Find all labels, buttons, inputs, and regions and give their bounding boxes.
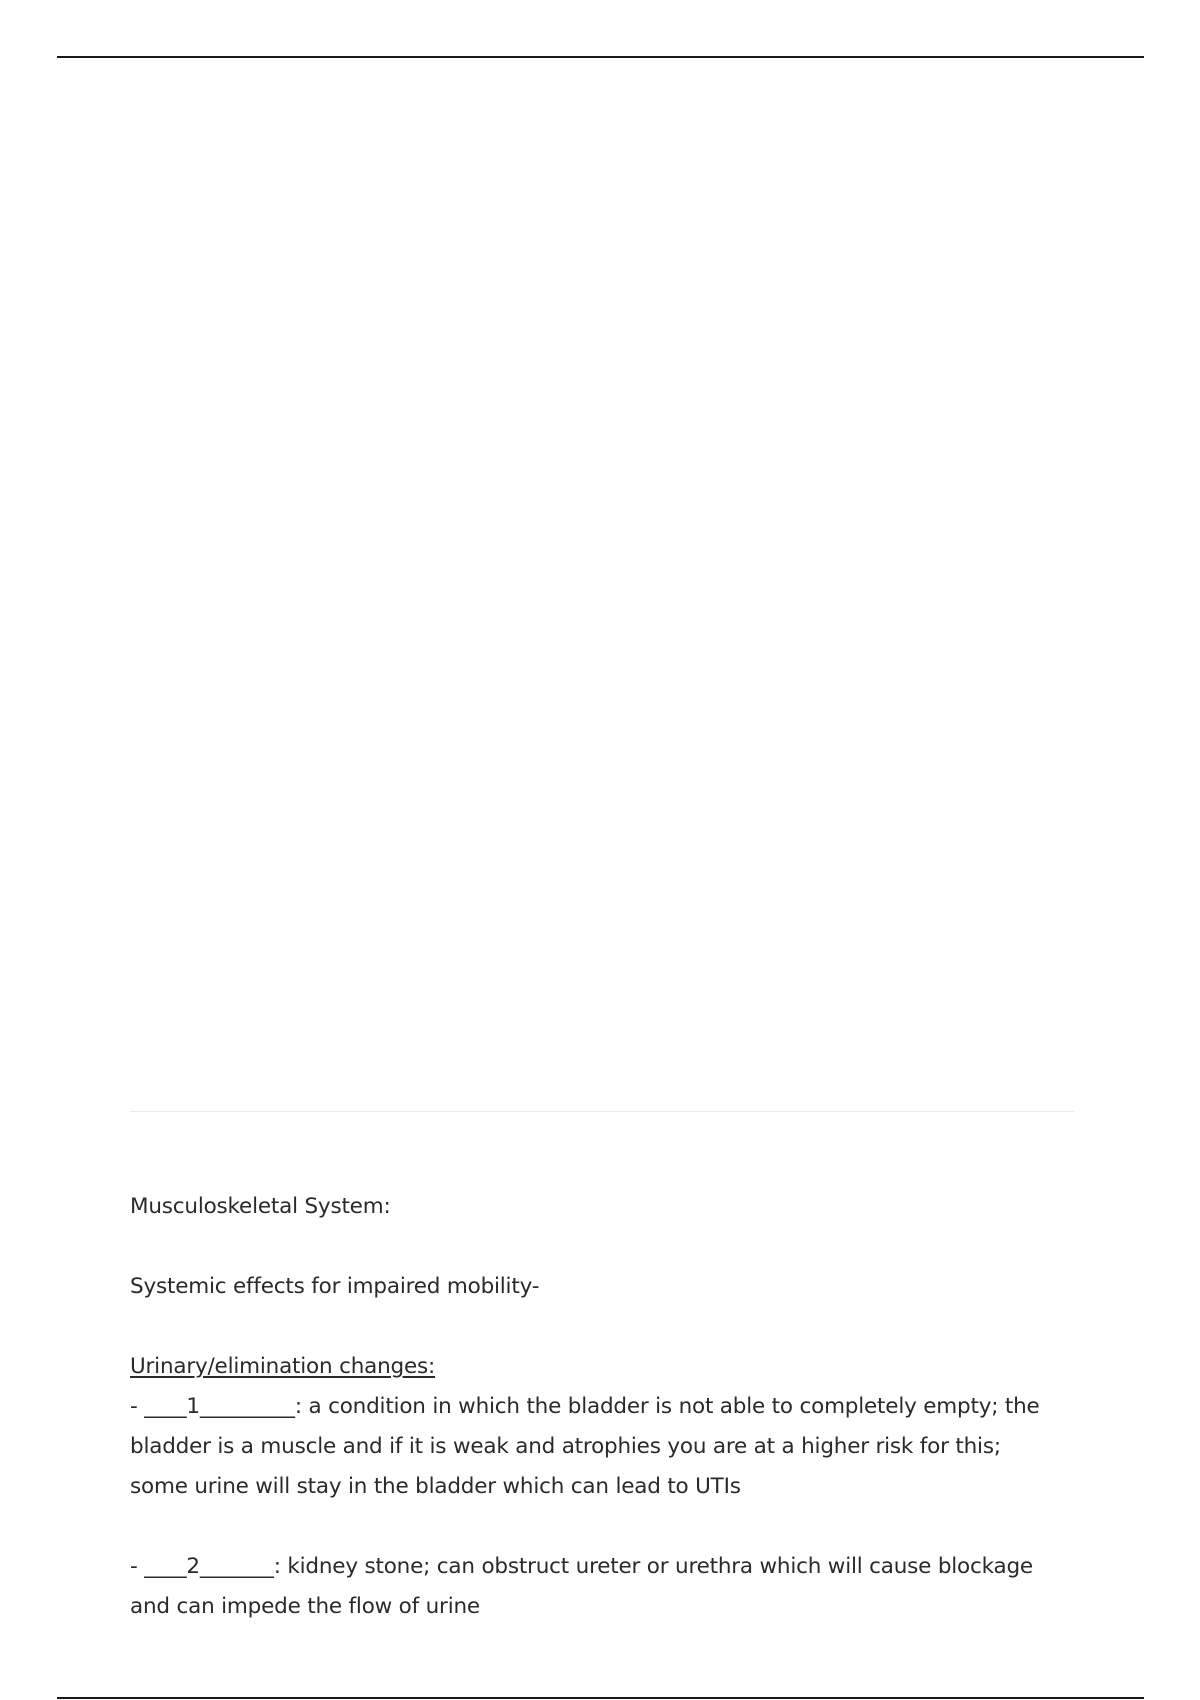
list-item xyxy=(130,1547,1080,1627)
subheading: Urinary/elimination changes: xyxy=(130,1354,436,1379)
document-body xyxy=(130,1187,1080,1627)
section-title: Musculoskeletal System: xyxy=(130,1194,391,1219)
section-divider xyxy=(130,1111,1074,1112)
item-line: bladder is a muscle and if it is weak and atrophies you are at a higher risk for this; xyxy=(130,1434,1001,1459)
item-line: some urine will stay in the bladder which can lead to UTIs xyxy=(130,1474,741,1499)
item-line: - ____2_______: kidney stone; can obstruct ureter or urethra which will cause blockage xyxy=(130,1554,1033,1579)
top-rule xyxy=(57,56,1144,58)
bottom-rule xyxy=(57,1697,1144,1699)
item-line: and can impede the flow of urine xyxy=(130,1594,480,1619)
intro-text: Systemic effects for impaired mobility- xyxy=(130,1274,540,1299)
item-line: - ____1_________: a condition in which the bladder is not able to completely empty; the xyxy=(130,1394,1040,1419)
list-item xyxy=(130,1387,1080,1507)
